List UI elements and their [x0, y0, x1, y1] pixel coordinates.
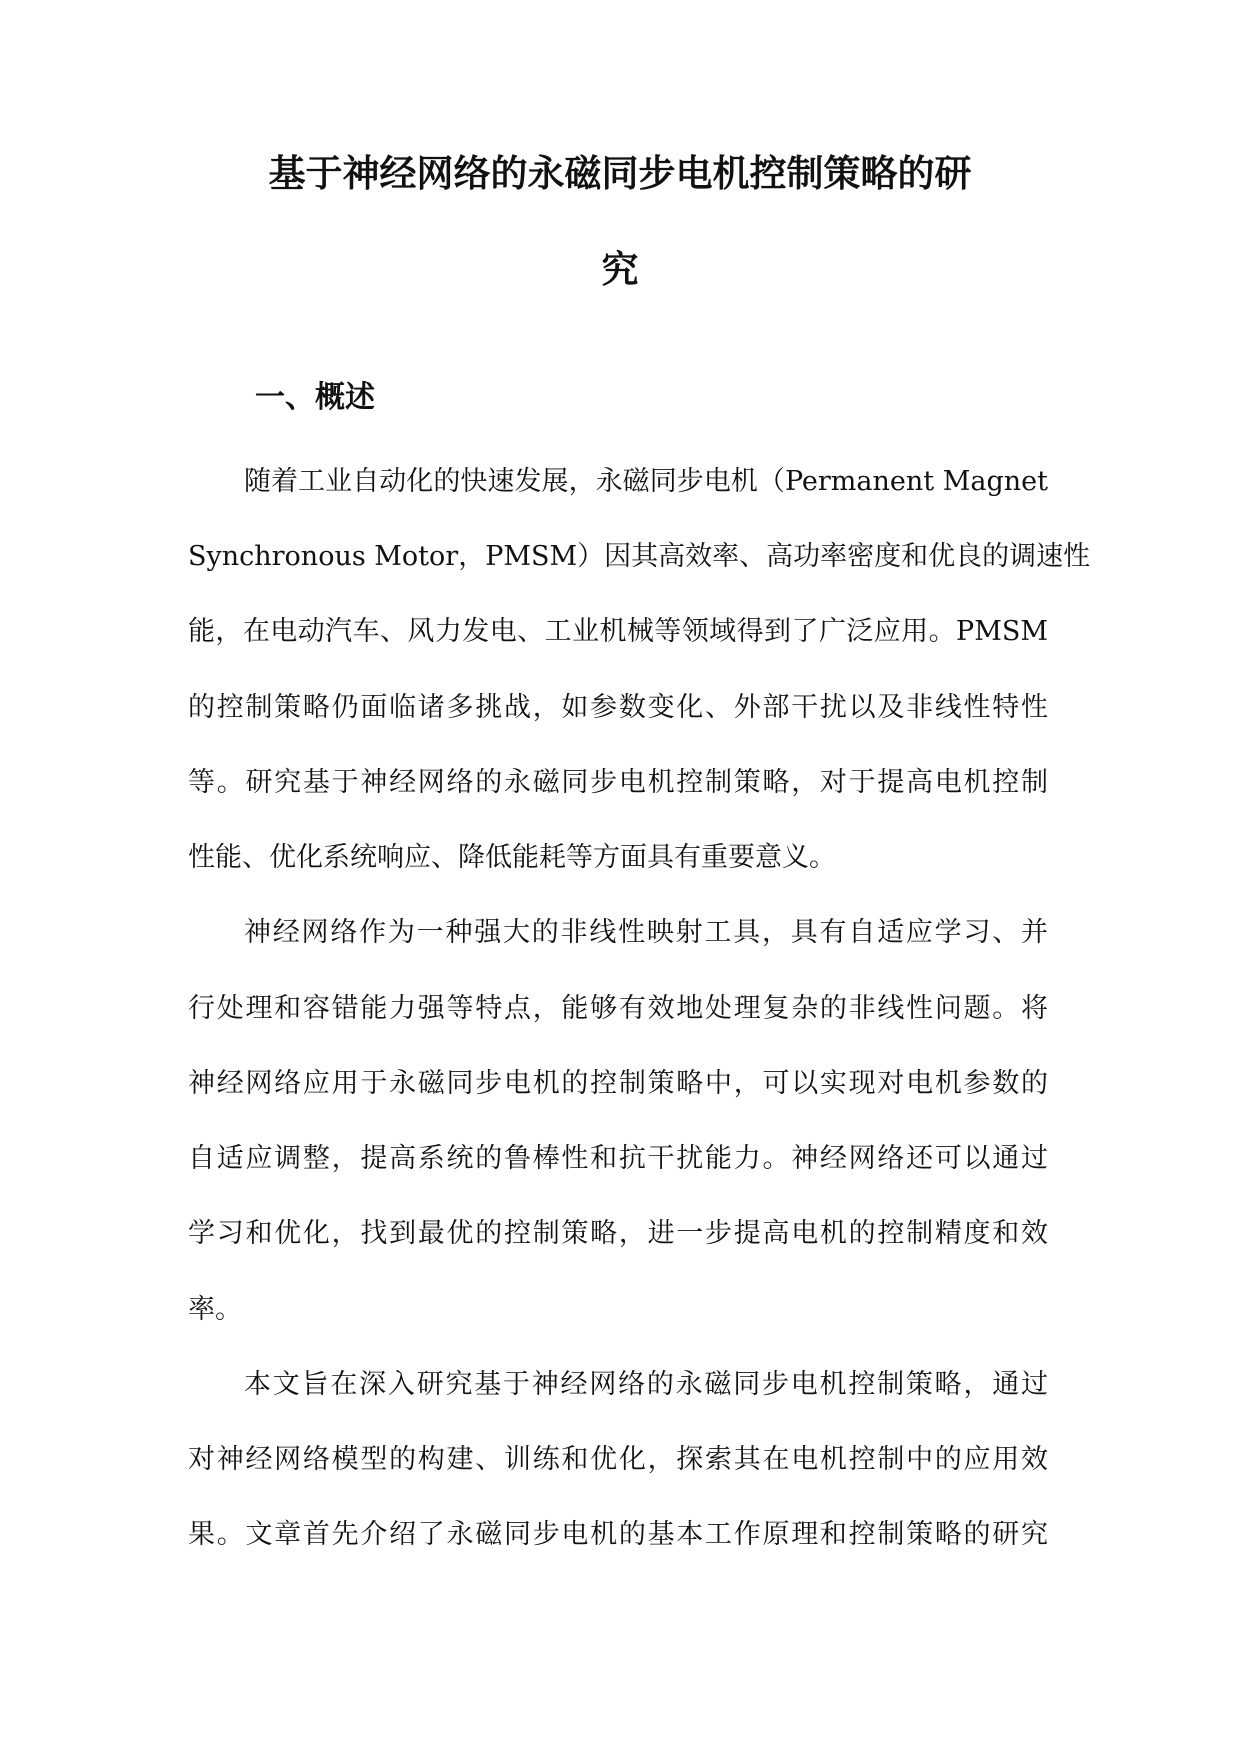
section-heading: 一、概述 [255, 380, 375, 415]
document-title-line-1: 基于神经网络的永磁同步电机控制策略的研 [268, 152, 972, 195]
paragraph-2-line-1: 神经网络作为一种强大的非线性映射工具，具有自适应学习、并 [244, 917, 1048, 948]
document-title-line-2: 究 [601, 248, 639, 291]
paragraph-1-line-4: 的控制策略仍面临诸多挑战，如参数变化、外部干扰以及非线性特性 [188, 692, 1048, 723]
paragraph-3-line-3: 果。文章首先介绍了永磁同步电机的基本工作原理和控制策略的研究 [188, 1519, 1048, 1550]
paragraph-2-line-6: 率。 [188, 1294, 242, 1325]
paragraph-2-line-3: 神经网络应用于永磁同步电机的控制策略中，可以实现对电机参数的 [188, 1068, 1048, 1099]
paragraph-1-line-2: Synchronous Motor，PMSM）因其高效率、高功率密度和优良的调速性 [188, 541, 1091, 572]
paragraph-1-line-5: 等。研究基于神经网络的永磁同步电机控制策略，对于提高电机控制 [188, 767, 1048, 798]
paragraph-1-line-3: 能，在电动汽车、风力发电、工业机械等领域得到了广泛应用。PMSM [188, 616, 1048, 647]
paragraph-1-line-1: 随着工业自动化的快速发展，永磁同步电机（Permanent Magnet [244, 466, 1048, 497]
paragraph-3-line-2: 对神经网络模型的构建、训练和优化，探索其在电机控制中的应用效 [188, 1444, 1048, 1475]
paragraph-2-line-4: 自适应调整，提高系统的鲁棒性和抗干扰能力。神经网络还可以通过 [188, 1143, 1048, 1174]
paragraph-3-line-1: 本文旨在深入研究基于神经网络的永磁同步电机控制策略，通过 [244, 1369, 1048, 1400]
paragraph-1-line-6: 性能、优化系统响应、降低能耗等方面具有重要意义。 [188, 842, 836, 873]
paragraph-2-line-2: 行处理和容错能力强等特点，能够有效地处理复杂的非线性问题。将 [188, 993, 1048, 1024]
paragraph-2-line-5: 学习和优化，找到最优的控制策略，进一步提高电机的控制精度和效 [188, 1218, 1048, 1249]
